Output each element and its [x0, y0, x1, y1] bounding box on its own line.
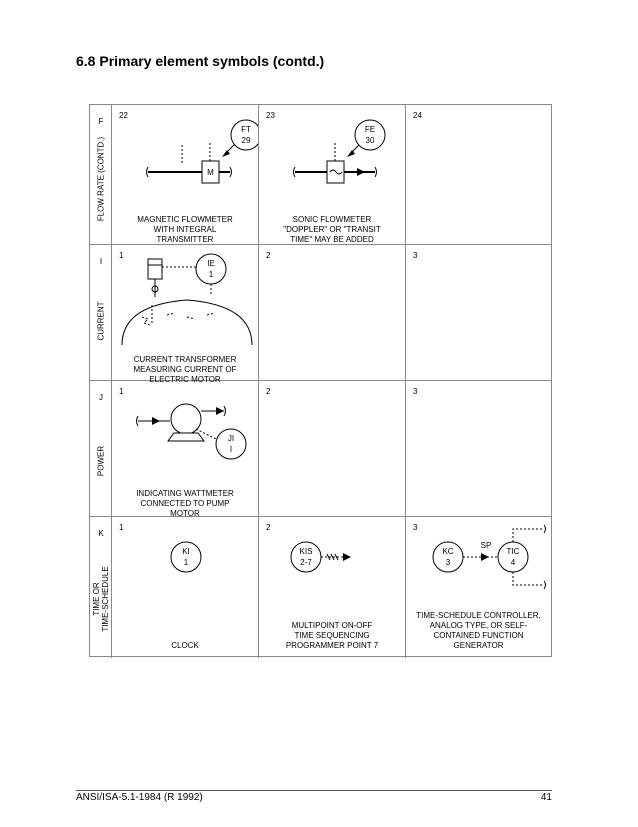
- symbol-number: 3: [413, 523, 418, 532]
- bubble-id: I: [229, 445, 233, 454]
- bubble-id: 30: [365, 136, 375, 145]
- symbol-caption: MULTIPOINT ON-OFF TIME SEQUENCING PROGRAMMER POINT 7: [285, 621, 379, 650]
- symbol-caption: CLOCK: [171, 641, 199, 650]
- bubble-tag: KC: [442, 547, 454, 556]
- symbol-cell: [112, 105, 259, 244]
- row-category: FLOW RATE (CONTD.): [96, 136, 106, 222]
- symbol-cell: [406, 105, 551, 244]
- table-row-flow-rate: [90, 105, 551, 245]
- bubble-tag: JI: [227, 434, 235, 443]
- symbol-caption: INDICATING WATTMETER CONNECTED TO PUMP MOTOR: [136, 489, 234, 518]
- row-label: [90, 517, 112, 658]
- symbol-cell: [259, 245, 406, 380]
- row-letter: I: [99, 257, 103, 266]
- bubble-id: 1: [183, 558, 189, 567]
- symbol-number: 22: [119, 111, 128, 120]
- bubble-tag: IE: [207, 259, 215, 268]
- symbol-number: 24: [413, 111, 422, 120]
- bubble-id: 3: [445, 558, 451, 567]
- symbol-cell: [406, 381, 551, 516]
- symbol-caption: SONIC FLOWMETER "DOPPLER" OR "TRANSIT TIME" MAY BE ADDED: [283, 215, 381, 244]
- symbol-number: 3: [413, 387, 418, 396]
- bubble-tag: FE: [364, 125, 376, 134]
- page-number: 41: [540, 792, 552, 803]
- symbol-cell: [112, 381, 259, 516]
- symbol-number: 1: [119, 387, 124, 396]
- bubble-id: 2-7: [300, 558, 312, 567]
- box-label: M: [207, 168, 214, 177]
- symbol-number: 23: [266, 111, 275, 120]
- bubble-id: 1: [208, 270, 214, 279]
- setpoint-label: SP: [480, 541, 492, 550]
- row-label: [90, 105, 112, 244]
- symbol-cell: [112, 245, 259, 384]
- bubble-id: 29: [241, 136, 251, 145]
- table-row-power: [90, 381, 551, 517]
- symbol-caption: TIME-SCHEDULE CONTROLLER, ANALOG TYPE, OR SELF- CONTAINED FUNCTION GENERATOR: [416, 611, 541, 650]
- row-category: CURRENT: [96, 301, 106, 341]
- bubble-tag: TIC: [506, 547, 520, 556]
- row-category: TIME OR TIME-SCHEDULE: [92, 566, 110, 632]
- symbol-number: 2: [266, 523, 271, 532]
- bubble-id: 4: [510, 558, 516, 567]
- row-letter: J: [99, 393, 103, 402]
- symbol-cell: [406, 245, 551, 380]
- table-row-time-schedule: [90, 517, 551, 658]
- bubble-tag: FT: [241, 125, 251, 134]
- clock-symbol: [112, 517, 258, 652]
- symbol-cell: [259, 517, 406, 658]
- bubble-tag: KI: [182, 547, 190, 556]
- footer-rule: [76, 790, 552, 791]
- symbol-table: [89, 104, 552, 657]
- symbol-number: 2: [266, 387, 271, 396]
- footer-standard: ANSI/ISA-5.1-1984 (R 1992): [76, 792, 203, 803]
- symbol-caption: CURRENT TRANSFORMER MEASURING CURRENT OF ELECTRIC MOTOR: [133, 355, 237, 384]
- symbol-cell: [259, 105, 406, 244]
- symbol-number: 1: [119, 523, 124, 532]
- symbol-number: 2: [266, 251, 271, 260]
- row-letter: F: [98, 117, 104, 126]
- row-label: [90, 245, 112, 380]
- bubble-tag: KIS: [299, 547, 313, 556]
- section-heading: 6.8 Primary element symbols (contd.): [76, 53, 325, 69]
- table-row-current: [90, 245, 551, 384]
- symbol-cell: [112, 517, 259, 658]
- row-letter: K: [98, 529, 104, 538]
- row-category: POWER: [96, 445, 106, 477]
- symbol-cell: [259, 381, 406, 516]
- row-label: [90, 381, 112, 516]
- symbol-cell: [406, 517, 551, 658]
- symbol-number: 1: [119, 251, 124, 260]
- symbol-caption: MAGNETIC FLOWMETER WITH INTEGRAL TRANSMITTER: [137, 215, 233, 244]
- symbol-number: 3: [413, 251, 418, 260]
